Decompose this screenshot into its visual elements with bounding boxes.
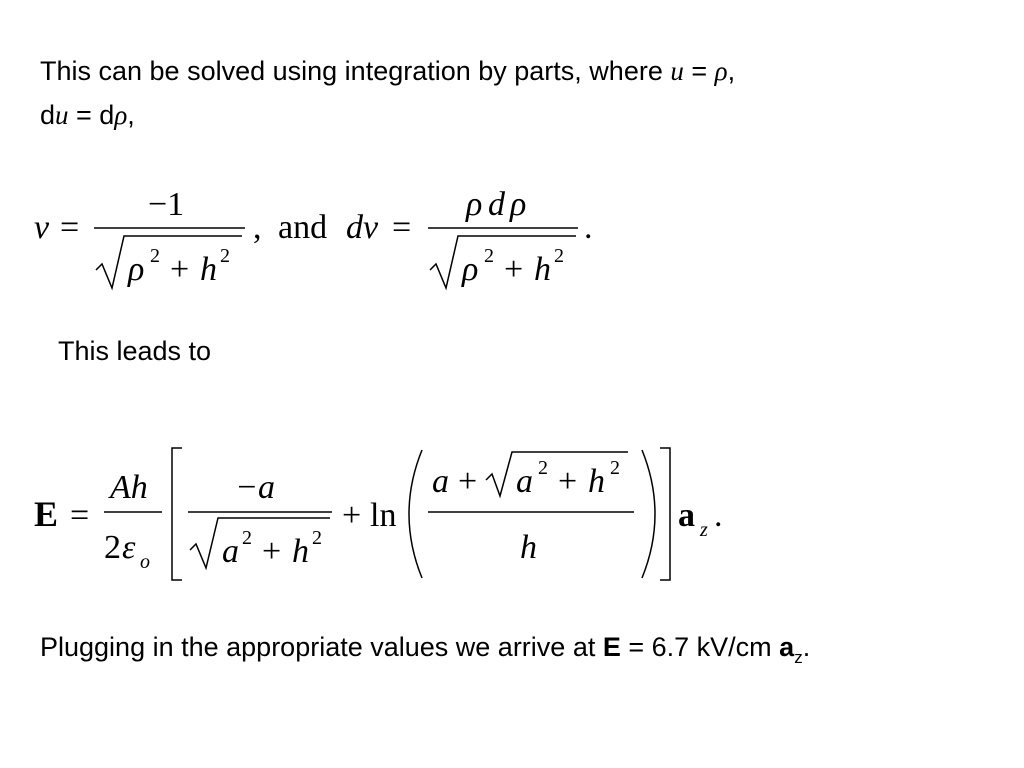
eq2-h: h [292,533,309,570]
eq2-exponent: 2 [312,527,322,549]
eq2-a: a [516,463,533,500]
result-E: E [602,632,621,662]
left-bracket [172,448,182,580]
eq1-plus: + [170,251,190,288]
eq1-exponent: 2 [554,245,564,267]
eq2-equals: = [70,497,90,534]
sqrt-sign [190,518,330,568]
eq1-num-rho: ρ [510,186,527,223]
left-paren [409,450,422,578]
eq2-h: h [588,463,605,500]
eq1-rho: ρ [462,251,479,288]
eq2-exponent: 2 [242,527,252,549]
equals-sign: = [683,56,715,86]
intro-line-2 [40,98,135,132]
var-u: u [55,100,69,130]
eq2-sub-z: z [700,519,708,541]
eq2-a-bold: a [678,497,695,534]
leads-to-text: This leads to [58,336,212,366]
result-period: . [802,632,811,662]
eq1-num-rho: ρ [466,186,483,223]
eq2-ln: ln [370,497,397,534]
comma: , [127,100,135,130]
eq1-h: h [200,251,217,288]
eq2-period: . [714,497,723,534]
eq1-numerator: −1 [148,186,185,223]
eq2-plus-ln: + [342,497,362,534]
eq1-exponent: 2 [220,245,230,267]
eq2-E: E [34,494,59,534]
intro-text: This can be solved using integration by parts, where [40,56,671,86]
eq1-period: . [584,209,593,246]
result-line [40,630,810,668]
eq1-dv: dv [346,209,379,246]
result-text: Plugging in the appropriate values we arrive at [40,632,603,662]
eq2-plus: + [558,463,578,500]
eq1-exponent: 2 [150,245,160,267]
eq2-neg-a: −a [235,469,275,506]
eq2-h-denom: h [520,529,537,566]
eq1-and: and [278,209,328,246]
equation-v-dv [30,180,650,310]
var-rho: ρ [114,100,128,130]
eq1-plus: + [504,251,524,288]
equation-E-field [30,440,750,590]
eq1-rho: ρ [128,251,145,288]
eq2-exponent: 2 [610,457,620,479]
eq2-plus: + [458,463,478,500]
var-u: u [670,56,684,86]
result-value: = 6.7 kV/cm [620,632,780,662]
equals-d: = d [68,100,115,130]
intro-line-1 [40,54,735,88]
result-sub-z: z [794,648,803,667]
eq2-a: a [432,463,449,500]
comma: , [727,56,736,86]
eq2-plus: + [262,533,282,570]
eq1-num-d: d [488,186,505,223]
result-a: a [779,632,795,662]
eq2-sub-o: o [140,551,150,573]
eq2-a: a [222,533,239,570]
eq2-Ah: Ah [110,469,148,506]
right-bracket [660,448,670,580]
right-paren [642,450,655,578]
eq2-two: 2 [104,529,121,566]
eq2-exponent: 2 [538,457,548,479]
eq1-v: v [34,209,50,246]
eq2-epsilon: ε [122,529,136,566]
eq1-equals-2: = [392,209,412,246]
eq1-exponent: 2 [484,245,494,267]
sqrt-sign [486,452,628,496]
eq1-equals: = [60,209,80,246]
d-text: d [40,100,56,130]
var-rho: ρ [714,56,728,86]
eq1-h: h [534,251,551,288]
eq1-comma: , [253,209,262,246]
